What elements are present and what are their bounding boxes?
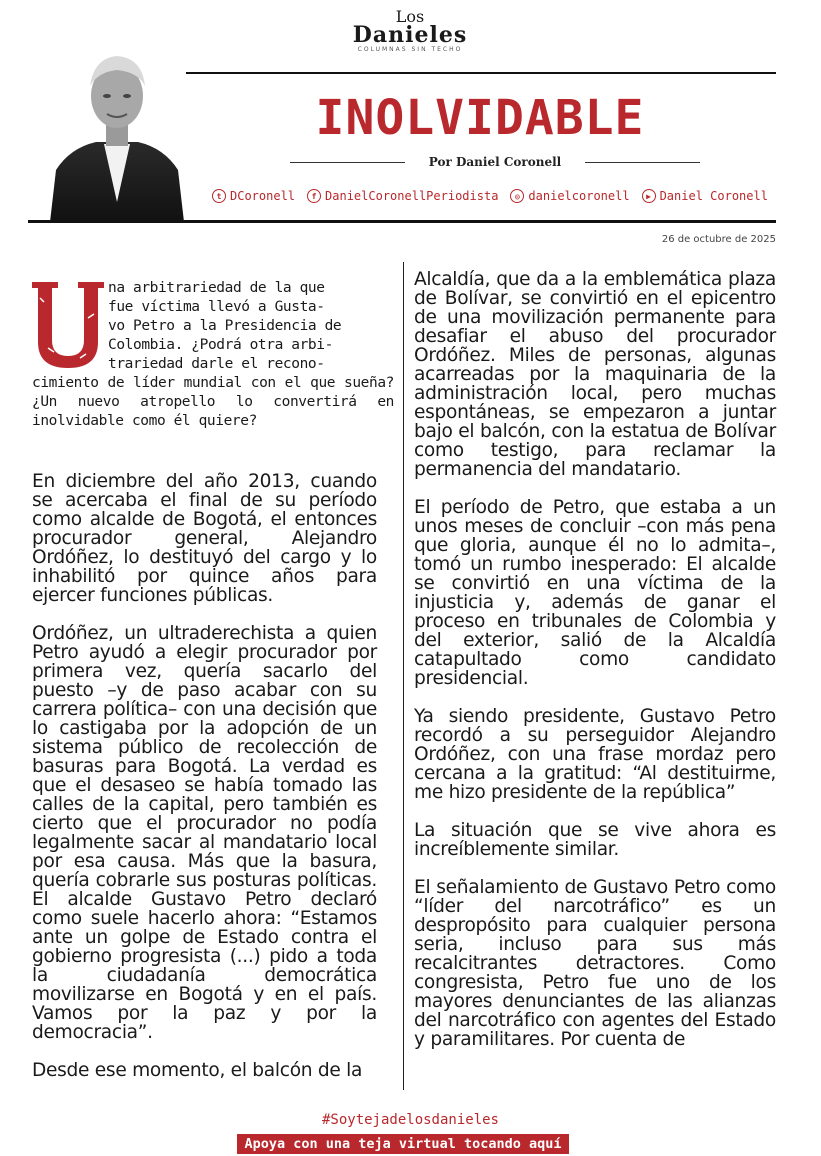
paragraph: En diciembre del año 2013, cuando se acercaba el final de su período como alcalde de Bogotá, el entonces procurador general, Alejandro Ordóñez, lo destituyó del cargo y lo inhabilitó por quince años para ejercer funciones públicas. <box>32 471 377 606</box>
paragraph: Ya siendo presidente, Gustavo Petro recordó a su perseguidor Alejandro Ordóñez, con una frase mordaz pero cercana a la gratitud: “Al destituirme, me hizo presidente de la república” <box>414 706 776 803</box>
intro-line: trariedad darle el recono- <box>108 356 325 372</box>
intro-rest: cimiento de líder mundial con el que sueña? ¿Un nuevo atropello lo convertirá en inolvidable como él quiere? <box>32 375 394 429</box>
paragraph: Ordóñez, un ultraderechista a quien Petro ayudó a elegir procurador por primera vez, quería sacarlo del puesto –y de paso acabar con su carrera política– con una decisión que lo castigaba por la adopción de un sistema público de recolección de basuras para Bogotá. La verdad es que el desaseo se había tomado las calles de la capital, pero también es cierto que el procurador no podía legalmente sacar al mandatario local por esa causa. Más que la basura, quería cobrarle sus posturas políticas. El alcalde Gustavo Petro declaró como suele hacerlo ahora: “Estamos ante un golpe de Estado contra el gobierno progresista (...) pido a toda la ciudadanía democrática movilizarse en Bogotá y en el país. Vamos por la paz y por la democracia”. <box>32 623 377 1043</box>
paragraph: Desde ese momento, el balcón de la <box>32 1060 363 1081</box>
byline-rule-right <box>585 162 700 163</box>
social-youtube[interactable] <box>642 189 768 203</box>
byline: Por Daniel Coronell <box>428 155 562 169</box>
brand-los: Los <box>395 7 425 26</box>
byline-rule-left <box>290 162 405 163</box>
social-links <box>212 186 782 206</box>
paragraph: La situación que se vive ahora es increíblemente similar. <box>414 820 776 860</box>
publication-date: 26 de octubre de 2025 <box>661 234 776 245</box>
support-button[interactable]: Apoya con una teja virtual tocando aquí <box>237 1134 569 1154</box>
intro-line: Colombia. ¿Podrá otra arbi- <box>108 337 333 353</box>
paragraph: Alcaldía, que da a la emblemática plaza de Bolívar, se convirtió en el epicentro de una movilización permanente para desafiar el abuso del procurador Ordóñez. Miles de personas, algunas acarreadas por la maquinaria de la administración local, pero muchas espontáneas, se empezaron a juntar bajo el balcón, con la estatua de Bolívar como testigo, para reclamar la permanencia del mandatario. <box>414 269 776 480</box>
brand-danieles: Danieles <box>352 22 468 48</box>
author-photo <box>50 52 184 222</box>
header-bottom-rule <box>28 220 776 223</box>
paragraph: El período de Petro, que estaba a un unos meses de concluir –con más pena que gloria, aunque él no lo admita–, tomó un rumbo inesperado: El alcalde se convirtió en una víctima de la injusticia y, además de ganar el proceso en tribunales de Colombia y del exterior, salió de la Alcaldía catapultado como candidato presidencial. <box>414 497 776 689</box>
column-divider <box>403 262 404 1090</box>
instagram-icon: ◎ <box>510 189 524 203</box>
social-instagram-label: danielcoronell <box>528 189 630 203</box>
social-youtube-label: Daniel Coronell <box>659 189 768 203</box>
social-facebook-label: DanielCoronellPeriodista <box>325 189 499 203</box>
social-twitter[interactable] <box>212 189 295 203</box>
brand-tagline: COLUMNAS SIN TECHO <box>357 46 463 53</box>
brand-logo <box>340 7 480 54</box>
article-column-right <box>414 270 776 1068</box>
hashtag-link[interactable]: #Soytejadelosdanieles <box>321 1112 499 1128</box>
social-instagram[interactable] <box>510 189 629 203</box>
header-top-rule <box>186 72 776 74</box>
article-column-left <box>32 472 377 1099</box>
youtube-icon: ▶ <box>642 189 656 203</box>
intro-line-first: na arbitrariedad de la que <box>108 280 325 296</box>
article-intro <box>32 279 394 431</box>
social-facebook[interactable] <box>307 189 498 203</box>
intro-line: fue víctima llevó a Gusta- <box>108 299 325 315</box>
article-title: INOLVIDABLE <box>315 90 645 146</box>
facebook-icon: f <box>307 189 321 203</box>
twitter-icon: t <box>212 189 226 203</box>
paragraph: El señalamiento de Gustavo Petro como “líder del narcotráfico” es un despropósito para cualquier persona seria, incluso para sus más recalcitrantes detractores. Como congresista, Petro fue uno de los mayores denunciantes de las alianzas del narcotráfico con agentes del Estado y paramilitares. Por cuenta de <box>414 877 776 1050</box>
byline-row <box>290 152 700 172</box>
social-twitter-label: DCoronell <box>230 189 296 203</box>
intro-line: vo Petro a la Presidencia de <box>108 318 342 334</box>
